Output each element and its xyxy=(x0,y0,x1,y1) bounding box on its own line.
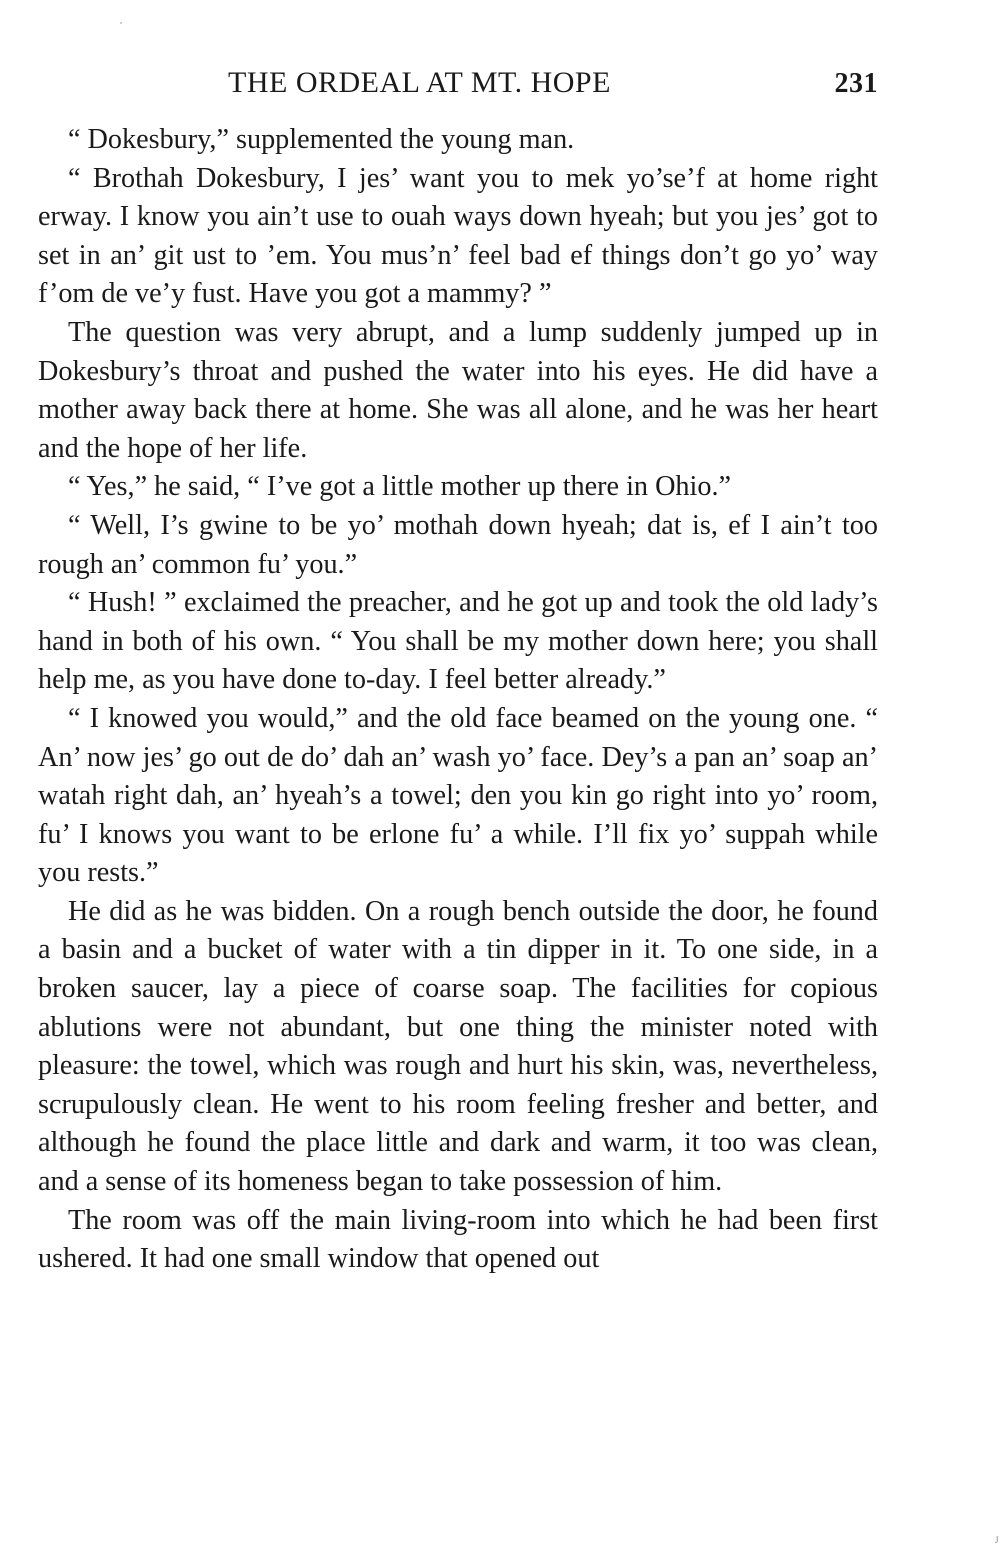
paragraph: “ Well, I’s gwine to be yo’ mothah down hyeah; dat is, ef I ain’t too rough an’ common fu’ you.” xyxy=(38,509,878,580)
paragraph: “ Hush! ” exclaimed the preacher, and he got up and took the old lady’s hand in both of his own. “ You shall be my mother down here; you shall help me, as you have done to-day. I feel better already.” xyxy=(38,587,878,696)
running-title: THE ORDEAL AT MT. HOPE xyxy=(228,66,611,99)
body-text xyxy=(38,121,878,1279)
paragraph: He did as he was bidden. On a rough bench outside the door, he found a basin and a bucket of water with a tin dipper in it. To one side, in a broken saucer, lay a piece of coarse soap. The facilities for copious ablutions were not abundant, but one thing the minister noted with pleasure: the towel, which was rough and hurt his skin, was, nevertheless, scrupulously clean. He went to his room feeling fresher and better, and although he found the place little and dark and warm, it too was clean, and a sense of its homeness began to take possession of him. xyxy=(38,895,878,1198)
paragraph: The question was very abrupt, and a lump suddenly jumped up in Dokesbury’s throat and pushed the water into his eyes. He did have a mother away back there at home. She was all alone, and he was her heart and the hope of her life. xyxy=(38,316,878,464)
page-header xyxy=(38,62,878,106)
book-page xyxy=(38,62,878,1279)
paragraph: “ I knowed you would,” and the old face beamed on the young one. “ An’ now jes’ go out de do’ dah an’ wash yo’ face. Dey’s a pan an’ soap an’ watah right dah, an’ hyeah’s a towel; den you kin go right into yo’ room, fu’ I knows you want to be erlone fu’ a while. I’ll fix yo’ suppah while you rests.” xyxy=(38,702,878,889)
paragraph: “ Dokesbury,” supplemented the young man. xyxy=(68,124,575,155)
paragraph: “ Yes,” he said, “ I’ve got a little mother up there in Ohio.” xyxy=(68,471,732,503)
corner-mark: J xyxy=(995,1535,999,1545)
page-number: 231 xyxy=(834,68,878,99)
paragraph: “ Brothah Dokesbury, I jes’ want you to mek yo’se’f at home right erway. I know you ain’t use to ouah ways down hyeah; but you jes’ got to set in an’ git ust to ’em. You mus’n’ feel bad ef things don’t go yo’ way f’om de ve’y fust. Have you got a mammy? ” xyxy=(38,162,878,310)
scan-speck xyxy=(120,22,122,24)
paragraph: The room was off the main living-room into which he had been first ushered. It had one small window that opened out xyxy=(38,1204,878,1275)
